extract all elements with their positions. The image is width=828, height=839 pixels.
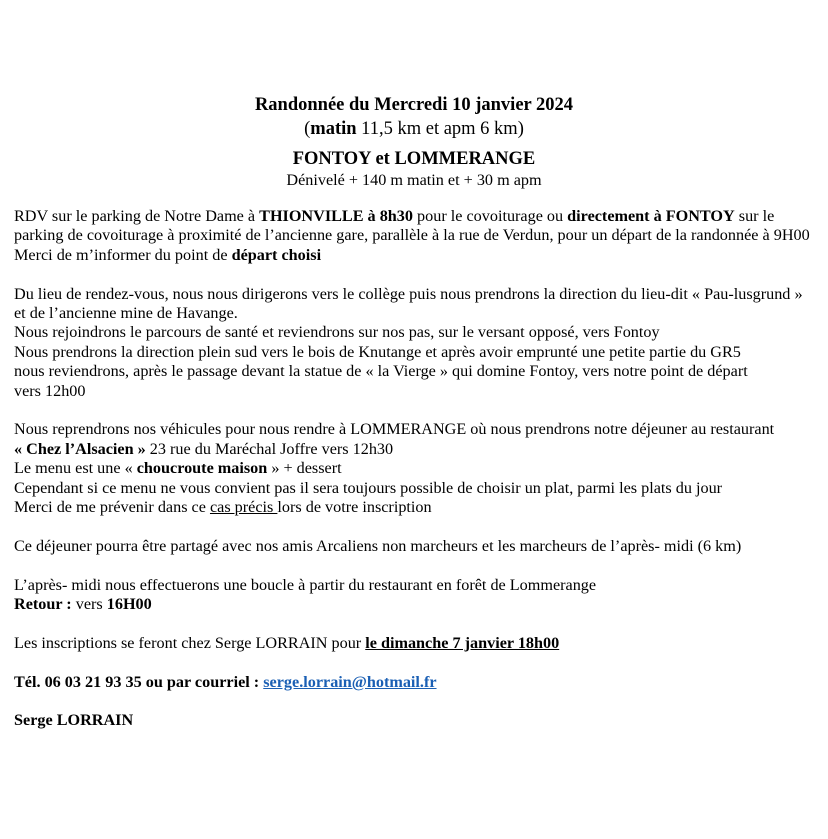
route-line-2: Nous rejoindrons le parcours de santé et reviendrons sur nos pas, sur le versant opposé, vers Fontoy — [14, 323, 660, 342]
lunch-line-5 — [14, 498, 814, 517]
rdv-text-3: sur le parking de covoiturage à proximité de l’ancienne gare, parallèle à la rue de Verdun, pour un départ de la randonnée à 9H00 — [14, 207, 810, 245]
return-label: Retour : — [14, 595, 72, 614]
return-time: 16H00 — [106, 595, 152, 614]
distance-values: 11,5 km et apm 6 km) — [356, 119, 524, 139]
hike-title: Randonnée du Mercredi 10 janvier 2024 — [254, 95, 574, 115]
signature-name: Serge LORRAIN — [14, 711, 134, 730]
email-link[interactable]: serge.lorrain@hotmail.fr — [263, 672, 437, 691]
places-heading: FONTOY et LOMMERANGE — [292, 149, 536, 169]
rdv-text-1: RDV sur le parking de Notre Dame à — [14, 207, 260, 225]
lunch-line-1: Nous reprendrons nos véhicules pour nous rendre à LOMMERANGE où nous prendrons notre déjeuner au restaurant — [14, 420, 775, 439]
contact-line — [14, 673, 814, 692]
signature — [14, 711, 814, 730]
rdv-paragraph — [14, 207, 814, 246]
menu-dessert: » + dessert — [267, 459, 342, 478]
notice-text-2: lors de votre inscription — [277, 498, 432, 517]
lunch-line-2 — [14, 440, 814, 459]
rdv-fontoy: directement à FONTOY — [567, 207, 735, 225]
registration-text: Les inscriptions se feront chez Serge LORRAIN pour — [14, 633, 366, 652]
registration-deadline: le dimanche 7 janvier 18h00 — [365, 633, 560, 652]
distance-open: ( — [304, 119, 311, 139]
route-line-3 — [14, 343, 814, 401]
route-return-time: vers 12h00 — [14, 381, 86, 400]
phone-text: Tél. 06 03 21 93 35 ou par courriel : — [14, 672, 264, 691]
notice-text-1: Merci de me prévenir dans ce — [14, 498, 210, 517]
distance-line — [14, 117, 814, 141]
shared-lunch-line: Ce déjeuner pourra être partagé avec nos amis Arcaliens non marcheurs et les marcheurs de l’après- midi (6 km) — [14, 536, 742, 555]
rdv-inform-text: Merci de m’informer du point de — [14, 245, 232, 264]
lunch-line-3 — [14, 459, 814, 478]
quote-open: « — [14, 439, 27, 458]
menu-dish: choucroute maison — [136, 459, 268, 478]
rdv-text-2: pour le covoiturage ou — [412, 207, 568, 225]
return-mid: vers — [71, 595, 107, 614]
restaurant-name: Chez l’Alsacien » — [26, 439, 146, 458]
menu-text: Le menu est une « — [14, 459, 137, 478]
elevation-line: Dénivelé + 140 m matin et + 30 m apm — [286, 171, 542, 189]
route-line-3-text: Nous prendrons la direction plein sud vers le bois de Knutange et après avoir emprunté une petite partie du GR5 nous reviendrons, après le passage devant la statue de « la Vierge » qui domine Fontoy, vers notre point de départ — [14, 342, 748, 381]
return-line — [14, 595, 814, 614]
lunch-line-4: Cependant si ce menu ne vous convient pas il sera toujours possible de choisir un plat, parmi les plats du jour — [14, 478, 723, 497]
rdv-inform-line — [14, 246, 814, 265]
rdv-thionville: THIONVILLE à 8h30 — [259, 207, 413, 225]
restaurant-address: 23 rue du Maréchal Joffre vers 12h30 — [145, 439, 394, 458]
route-line-1: Du lieu de rendez-vous, nous nous dirigerons vers le collège puis nous prendrons la direction du lieu-dit « Pau-lusgrund » et de l’ancienne mine de Havange. — [14, 284, 803, 323]
notice-underlined: cas précis — [209, 498, 278, 517]
distance-morning-label: matin — [310, 119, 357, 139]
rdv-departure-choice: départ choisi — [231, 245, 322, 264]
document-page — [14, 93, 814, 731]
registration-line — [14, 634, 814, 653]
afternoon-line: L’après- midi nous effectuerons une boucle à partir du restaurant en forêt de Lommerange — [14, 575, 597, 594]
